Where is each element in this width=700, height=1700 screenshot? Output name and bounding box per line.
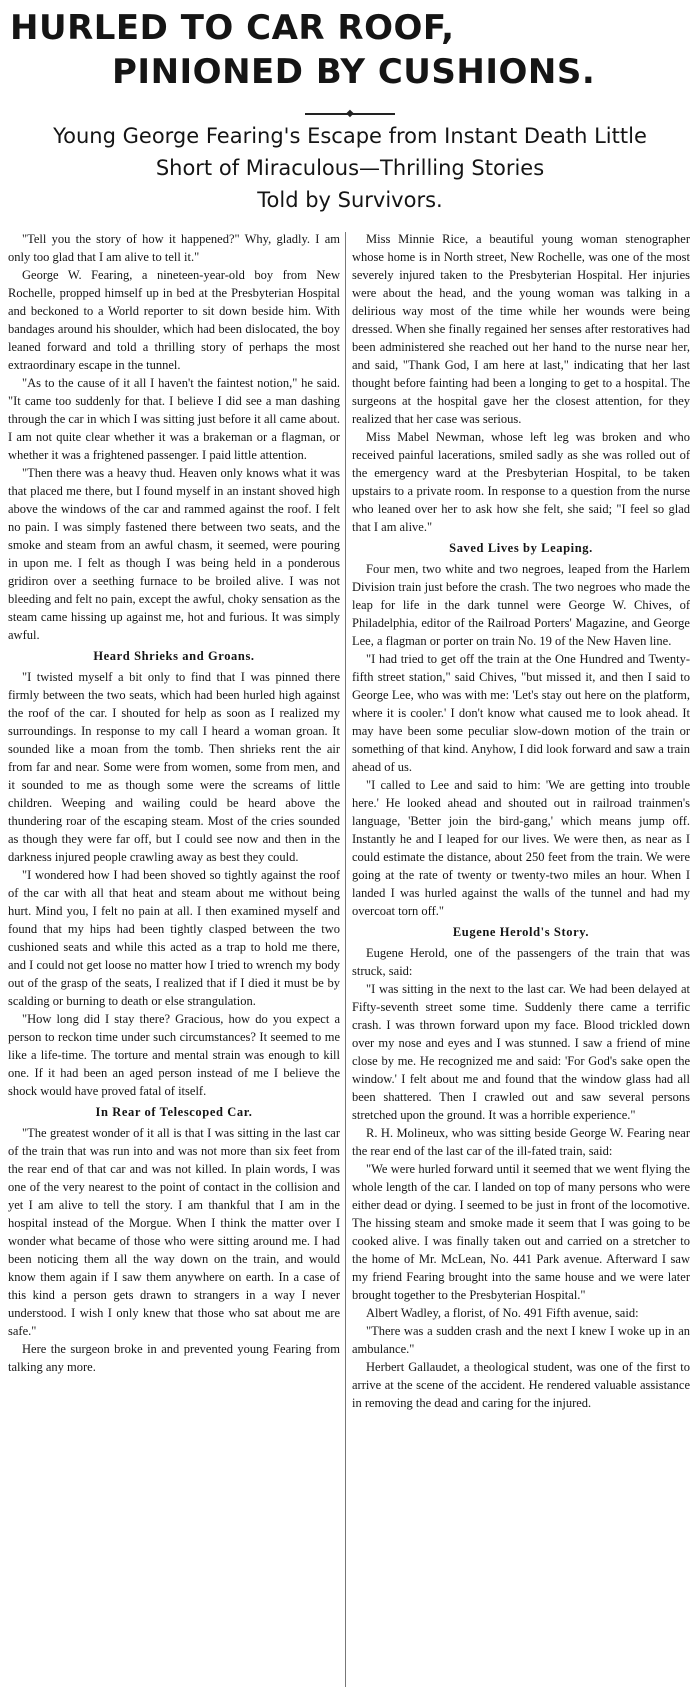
subheadline-deck bbox=[30, 120, 670, 216]
article-paragraph: Here the surgeon broke in and prevented young Fearing from talking any more. bbox=[8, 1342, 340, 1374]
article-paragraph: "I was sitting in the next to the last car. We had been delayed at Fifty-seventh street some time. Suddenly there came a terrific crash. I was thrown forward upon my face. Blood trickled down over my nose and eyes and I was stunned. I saw a friend of mine close by me. He recognized me and said: 'For God's sake open the window.' I felt about me and found that the window glass had all been shattered. Then I crawled out and saw several persons stretched upon the ground. It was a horrible experience." bbox=[352, 982, 690, 1122]
article-paragraph: Miss Mabel Newman, whose left leg was broken and who received painful lacerations, smiled sadly as she was rolled out of the emergency ward at the Presbyterian Hospital, to be taken upstairs to a private room. In response to a question from the nurse who leaned over her to ask how she felt, she said; "I feel so glad that I am alive." bbox=[352, 430, 690, 534]
article-paragraph: Four men, two white and two negroes, leaped from the Harlem Division train just before the crash. The two negroes who made the leap for life in the dark tunnel were George W. Chives, of Philadelphia, editor of the Railroad Porters' Magazine, and George Lee, a flagman or porter on train No. 19 of the New Haven line. bbox=[352, 562, 690, 648]
deck-line-1: Young George Fearing's Escape from Instant Death Little bbox=[53, 124, 647, 148]
article-column-left bbox=[8, 230, 340, 1692]
article-paragraph: Herbert Gallaudet, a theological student, was one of the first to arrive at the scene of the accident. He rendered valuable assistance in removing the dead and caring for the injured. bbox=[352, 1360, 690, 1410]
section-subheading: In Rear of Telescoped Car. bbox=[95, 1105, 253, 1119]
deck-line-2: Short of Miraculous—Thrilling Stories bbox=[155, 156, 545, 180]
deck-line-3: Told by Survivors. bbox=[257, 188, 443, 212]
article-paragraph: "How long did I stay there? Gracious, how do you expect a person to reckon time under such circumstances? It seemed to me like a life-time. The torture and mental strain was enough to kill one. If it had been an aged person instead of me I believe the shock would have proved fatal of itself. bbox=[8, 1012, 340, 1098]
section-subheading: Heard Shrieks and Groans. bbox=[93, 649, 255, 663]
article-paragraph: "We were hurled forward until it seemed that we went flying the whole length of the car. I landed on top of many persons who were either dead or dying. I seemed to be just in front of the locomotive. The hissing steam and smoke made it seem that I was going to be cooked alive. I was finally taken out and carried on a stretcher to the home of Mr. McLean, No. 441 Park avenue. Afterward I saw my friend Fearing brought into the same house and we were later brought together to the Presbyterian Hospital." bbox=[352, 1162, 690, 1302]
rule-ornament-icon: ◆ bbox=[346, 108, 354, 119]
headline-line-1: HURLED TO CAR ROOF, bbox=[10, 8, 455, 48]
article-paragraph: Miss Minnie Rice, a beautiful young woman stenographer whose home is in North street, New Rochelle, was one of the most severely injured taken to the Presbyterian Hospital. Her injuries were about the head, and the young woman was talking in a delirious way most of the time while her wounds were being dressed. When she finally regained her senses after restoratives had been administered she reached out her hand to the nurse near her, and said, "Thank God, I am here at last," indicating that her last thought before fainting had been a longing to get to a hospital. The surgeons at the hospital gave her the closest attention, for they realized that her case was serious. bbox=[352, 232, 690, 426]
article-paragraph: "I called to Lee and said to him: 'We are getting into trouble here.' He looked ahead and shouted out in railroad trainmen's language, 'Better join the bird-gang,' which means jump off. Instantly he and I leaped for our lives. We were then, as near as I could estimate the distance, about 250 feet from the train. We were going at the rate of twenty or twenty-two miles an hour. When I landed I was hurled against the walls of the tunnel and had my overcoat torn off." bbox=[352, 778, 690, 918]
article-paragraph: "I wondered how I had been shoved so tightly against the roof of the car with all that heat and steam about me without being hurt. Mind you, I felt no pain at all. I then examined myself and found that my hips had been tightly clasped between the two cushioned seats and while this acted as a trap to hold me there, and I could not get loose no matter how I tried to wrench my body out of the grasp of the seats, I realized that if I died it must be by scalding or burning to death or else strangulation. bbox=[8, 868, 340, 1008]
article-paragraph: "Tell you the story of how it happened?" Why, gladly. I am only too glad that I am alive to tell it." bbox=[8, 232, 340, 264]
article-paragraph: "As to the cause of it all I haven't the faintest notion," he said. "It came too suddenly for that. I believe I did see a man dashing through the car in which I was sitting just before it all came about. I am not quite clear whether it was a brakeman or a flagman, or whether it was a frightened passenger. I paid little attention. bbox=[8, 376, 340, 462]
article-paragraph: Albert Wadley, a florist, of No. 491 Fifth avenue, said: bbox=[366, 1306, 639, 1320]
article-paragraph: "I twisted myself a bit only to find that I was pinned there firmly between the two seats, which had been hurled high against the roof of the car. I shouted for help as soon as I realized my surroundings. In response to my call I heard a woman groan. It sounded like a moan from the tomb. Then shrieks rent the air from far and near. Some were from women, some from men, and it sounded to me as though some were the screams of little children. Weeping and wailing could be heard above the thundering roar of the escaping steam. Most of the cries sounded as though they were far off, but I could see now and then in the darkness injured people crawling away as best they could. bbox=[8, 670, 340, 864]
section-subheading: Saved Lives by Leaping. bbox=[449, 541, 593, 555]
column-divider bbox=[345, 232, 346, 1687]
article-paragraph: "The greatest wonder of it all is that I was sitting in the last car of the train that was run into and was not more than six feet from the rear end of that car and was not killed. In plain words, I was one of the very nearest to the point of contact in the collision and yet I am alive to tell the story. I am thankful that I am in the hospital instead of the Morgue. When I think the matter over I wonder what became of those who were sitting around me. I had been noticing them all the way down on the train, and would know them again if I saw them anywhere on earth. In a case of this kind a person gets drawn to strangers in a way I never understood. I wish I only knew that those who sat about me are safe." bbox=[8, 1126, 340, 1338]
headline-line-2: PINIONED BY CUSHIONS. bbox=[112, 52, 596, 92]
article-paragraph: Eugene Herold, one of the passengers of the train that was struck, said: bbox=[352, 946, 690, 978]
article-column-right bbox=[352, 230, 690, 1692]
article-paragraph: R. H. Molineux, who was sitting beside George W. Fearing near the rear end of the last car of the ill-fated train, said: bbox=[352, 1126, 690, 1158]
article-paragraph: "There was a sudden crash and the next I knew I woke up in an ambulance." bbox=[352, 1324, 690, 1356]
article-paragraph: "Then there was a heavy thud. Heaven only knows what it was that placed me there, but I found myself in an instant shoved high above the windows of the car and rammed against the roof. I felt no pain. I was simply fastened there between two seats, and the smoke and steam from an awful chasm, it seemed, were pouring in upon me. I felt as though I was being held in a ponderous gridiron over a seething furnace to be broiled alive. I was not bleeding and felt no pain, except the awful, choky sensation as the steam came hissing up against me, hot and furious. It was simply awful. bbox=[8, 466, 340, 642]
section-subheading: Eugene Herold's Story. bbox=[452, 925, 590, 939]
article-paragraph: "I had tried to get off the train at the One Hundred and Twenty-fifth street station," said Chives, "but missed it, and then I said to George Lee, who was with me: 'Let's stay out here on the platform, where it is cooler.' I don't know what caused me to look ahead. It may have been some peculiar slow-down motion of the train or something of that kind. Anyhow, I did look forward and saw a train ahead of us. bbox=[352, 652, 690, 774]
article-paragraph: George W. Fearing, a nineteen-year-old boy from New Rochelle, propped himself up in bed at the Presbyterian Hospital and beckoned to a World reporter to sit down beside him. With bandages around his shoulder, which had been dislocated, the boy leaned forward and told a thrilling story of perhaps the most extraordinary escape in the tunnel. bbox=[8, 268, 340, 372]
